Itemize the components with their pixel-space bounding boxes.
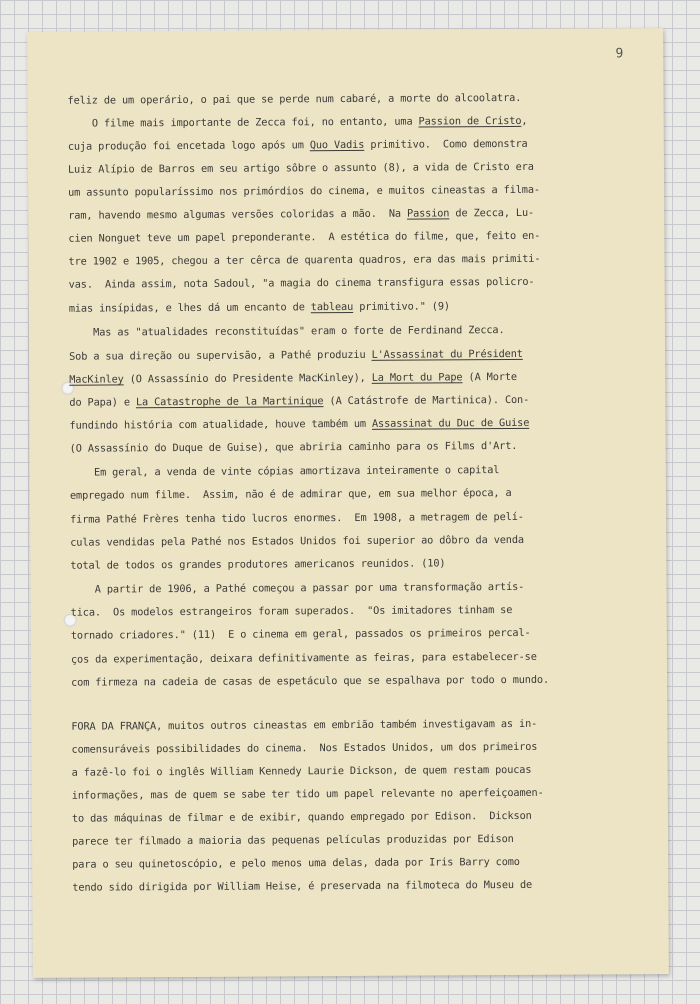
- text-line: para o seu quinetoscópio, e pelo menos uma delas, dada por Iris Barry como: [72, 855, 520, 871]
- text-line: A partir de 1906, a Pathé começou a passar por uma transformação artís-: [70, 580, 525, 596]
- text-line: Em geral, a venda de vinte cópias amortizava inteiramente o capital: [69, 464, 500, 479]
- text-line: Luiz Alípio de Barros em seu artigo sôbre o assunto (8), a vida de Cristo era: [67, 160, 534, 176]
- text-line: Mas as "atualidades reconstituídas" eram o forte de Ferdinand Zecca.: [68, 324, 505, 339]
- text-line: Sob a sua direção ou supervisão, a Pathé produziu L'Assassinat du Président: [69, 347, 523, 363]
- text-line: MacKinley (O Assassínio do Presidente MacKinley), La Mort du Pape (A Morte: [69, 370, 517, 386]
- text-line: cuja produção foi encetada logo após um Quo Vadis primitivo. Como demonstra: [67, 137, 528, 153]
- page-number: 9: [615, 46, 624, 62]
- text-line: to das máquinas de filmar e de exibir, quando empregado por Edison. Dickson: [71, 809, 532, 825]
- text-line: culas vendidas pela Pathé nos Estados Unidos foi superior ao dôbro da venda: [70, 533, 524, 549]
- text-line: parece ter filmado a maioria das pequenas películas produzidas por Edison: [72, 832, 514, 848]
- text-line: tica. Os modelos estrangeiros foram superados. "Os imitadores tinham se: [70, 603, 513, 619]
- text-line: total de todos os grandes produtores americanos reunidos. (10): [70, 557, 446, 572]
- text-line: vas. Ainda assim, nota Sadoul, "a magia do cinema transfigura essas policro-: [68, 275, 535, 291]
- text-line: ços da experimentação, deixara definitivamente as feiras, para estabelecer-se: [70, 650, 537, 666]
- typewritten-page: [27, 28, 669, 978]
- text-line: um assunto popularíssimo nos primórdios do cinema, e muitos cineastas a filma-: [68, 183, 540, 199]
- text-line: firma Pathé Frères tenha tido lucros enormes. Em 1908, a metragem de pelí-: [70, 510, 524, 526]
- text-line: tendo sido dirigida por William Heise, é preservada na filmoteca do Museu de: [72, 878, 533, 894]
- text-line: fundindo história com atualidade, houve também um Assassinat du Duc de Guise: [69, 416, 530, 432]
- text-line: FORA DA FRANÇA, muitos outros cineastas em embrião também investigavam as in-: [71, 717, 538, 733]
- text-line: com firmeza na cadeia de casas de espetáculo que se espalhava por todo o mundo.: [71, 673, 550, 689]
- text-line: mias insípidas, e lhes dá um encanto de tableau primitivo." (9): [68, 300, 450, 315]
- text-line: O filme mais importante de Zecca foi, no entanto, uma Passion de Cristo,: [67, 114, 528, 130]
- body-text: [27, 28, 669, 978]
- text-line: tornado criadores." (11) E o cinema em geral, passados os primeiros percal-: [70, 626, 531, 642]
- text-line: (O Assassínio do Duque de Guise), que abriria caminho para os Films d'Art.: [69, 439, 518, 455]
- text-line: a fazê-lo foi o inglês William Kennedy Laurie Dickson, de quem restam poucas: [71, 763, 532, 779]
- text-line: feliz de um operário, o pai que se perde num cabaré, a morte do alcoolatra.: [67, 91, 522, 107]
- text-line: comensuráveis possibilidades do cinema. Nos Estados Unidos, um dos primeiros: [71, 740, 538, 756]
- text-line: ram, havendo mesmo algumas versões coloridas a mão. Na Passion de Zecca, Lu-: [68, 206, 535, 222]
- text-line: informações, mas de quem se sabe ter tido um papel relevante no aperfeiçoamen-: [71, 786, 544, 802]
- text-line: empregado num filme. Assim, não é de admirar que, em sua melhor época, a: [69, 487, 512, 502]
- text-line: do Papa) e La Catastrophe de la Martinique (A Catástrofe de Martinica). Con-: [69, 393, 530, 409]
- text-line: tre 1902 e 1905, chegou a ter cêrca de quarenta quadros, era das mais primiti-: [68, 252, 541, 268]
- text-line: cien Nonguet teve um papel preponderante. A estética do filme, que, feito en-: [68, 229, 541, 245]
